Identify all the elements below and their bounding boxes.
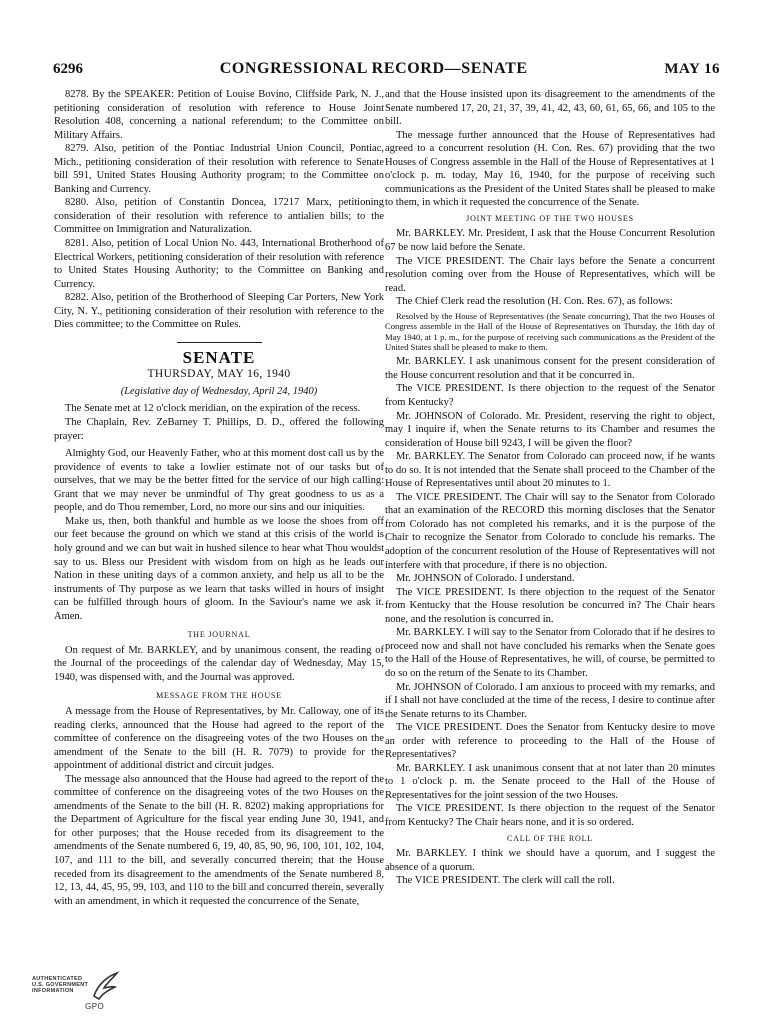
message-paragraph-2: The message also announced that the House had agreed to the report of the committee of conference on the disagreeing votes of the two Houses on the amendments of the Senate to the bill (H. R. 8202) making appropriations for the Department of Agriculture for the fiscal year ending June 30, 1941, and for other purposes; that the House receded from its disagreement to the amendments of the Senate numbered 6, 19, 40, 85, 90, 96, 100, 101, 102, 104, 107, and 111 to the bill, and severally concurred therein; that the House receded from its disagreement to the amendments of the Senate numbered 8, 12, 13, 44, 45, 95, 99, 103, and 110 to the bill and concurred therein, severally with an amendment, in which it requested the concurrence of the Senate, bbox=[54, 773, 384, 907]
johnson-remark-3: Mr. JOHNSON of Colorado. I am anxious to proceed with my remarks, and if I shall not have concluded at the time of the recess, I desire to continue after the Senate returns to its Chamber. bbox=[385, 681, 715, 720]
vice-president-remark-6: The VICE PRESIDENT. Is there objection to the request of the Senator from Kentucky? The Chair hears none, and it is so ordered. bbox=[385, 803, 715, 828]
seal-line-2: U.S. GOVERNMENT bbox=[32, 982, 89, 989]
vice-president-remark-2: The VICE PRESIDENT. Is there objection to the request of the Senator from Kentucky? bbox=[385, 383, 715, 409]
right-column bbox=[385, 88, 715, 888]
vice-president-remark-7: The VICE PRESIDENT. The clerk will call the roll. bbox=[396, 875, 615, 887]
barkley-remark-3: Mr. BARKLEY. The Senator from Colorado can proceed now, if he wants to do so. It is not intended that the Senate shall proceed to the Chamber of the House of Representatives until about 20 minutes to 1. bbox=[385, 451, 715, 490]
petition-8278: 8278. By the SPEAKER: Petition of Louise Bovino, Cliffside Park, N. J., petitioning consideration of resolution with reference to House Joint Resolution 408, concerning a national referendum; to the Committee on Military Affairs. bbox=[54, 89, 384, 141]
eagle-icon bbox=[90, 970, 120, 1002]
barkley-remark-1: Mr. BARKLEY. Mr. President, I ask that the House Concurrent Resolution 67 be now laid before the Senate. bbox=[385, 228, 715, 254]
section-divider bbox=[177, 342, 262, 343]
joint-meeting-heading: JOINT MEETING OF THE TWO HOUSES bbox=[466, 213, 634, 223]
message-paragraph-1: A message from the House of Representatives, by Mr. Calloway, one of its reading clerks, announced that the House had agreed to the report of the committee of conference on the disagreeing votes of the two Houses on the amendment of the Senate to the bill (H. R. 7079) to provide for the appointment of additional district and circuit judges. bbox=[54, 705, 384, 772]
dateline: THURSDAY, MAY 16, 1940 bbox=[147, 368, 291, 381]
johnson-remark-2: Mr. JOHNSON of Colorado. I understand. bbox=[396, 573, 575, 585]
vice-president-remark-5: The VICE PRESIDENT. Does the Senator from Kentucky desire to move an order with reference to proceeding to the Hall of the House of Representatives? bbox=[385, 722, 715, 761]
seal-line-3: INFORMATION bbox=[32, 988, 74, 995]
seal-text bbox=[32, 976, 88, 995]
continued-paragraph: and that the House insisted upon its disagreement to the amendments of the Senate numbered 17, 20, 21, 37, 39, 41, 42, 43, 60, 61, 65, 66, and 105 to the bill. bbox=[385, 89, 715, 128]
meeting-paragraph: The Senate met at 12 o'clock meridian, on the expiration of the recess. bbox=[65, 403, 361, 415]
journal-paragraph: On request of Mr. BARKLEY, and by unanimous consent, the reading of the Journal of the proceedings of the calendar day of Wednesday, May 15, 1940, was dispensed with, and the Journal was approved. bbox=[54, 644, 384, 683]
petition-8281: 8281. Also, petition of Local Union No. 443, International Brotherhood of Electrical Workers, petitioning consideration of their resolution with reference to United States Housing Authority; to the Committee on Banking and Currency. bbox=[54, 238, 384, 290]
page-number: 6296 bbox=[53, 61, 83, 77]
petition-8279: 8279. Also, petition of the Pontiac Industrial Union Council, Pontiac, Mich., petitioning consideration of their resolution with reference to Senate bill 591, United States Housing Authority program; to the Committee on Banking and Currency. bbox=[54, 143, 384, 195]
page-date: MAY 16 bbox=[664, 61, 720, 77]
barkley-remark-5: Mr. BARKLEY. I ask unanimous consent that at not later than 20 minutes to 1 o'clock p. m. the Senate proceed to the Hall of the House of Representatives for the joint session of the two Houses. bbox=[385, 762, 715, 801]
prayer-paragraph-2: Make us, then, both thankful and humble as we loose the shoes from off our feet because the ground on which we stand at this crisis of the world is holy ground and we can but wait in hushed silence to hear what Thou wouldst say to us. Bless our President with wisdom from on high as he leads our Nation in these uniting days of a common anxiety, and help us all to be the instruments of Thy purpose as we learn that tasks willed in hours of insight can be fulfilled through hours of gloom. In the Saviour's name we ask it. Amen. bbox=[54, 515, 384, 622]
chaplain-paragraph: The Chaplain, Rev. ZeBarney T. Phillips, D. D., offered the following prayer: bbox=[54, 417, 384, 442]
barkley-remark-6: Mr. BARKLEY. I think we should have a quorum, and I suggest the absence of a quorum. bbox=[385, 848, 715, 873]
prayer-paragraph-1: Almighty God, our Heavenly Father, who at this moment dost call us by the providence of events to take a lowlier estimate not of our tasks but of ourselves, that we may be the better fitted for the service of our high calling: Grant that we may never be unmindful of Thy great goodness to us as a people, and do Thou remember, Lord, no more our sins and our iniquities. bbox=[54, 448, 384, 514]
gpo-authentication-seal bbox=[30, 970, 120, 1012]
roll-call-heading: CALL OF THE ROLL bbox=[507, 833, 593, 843]
senate-heading: SENATE bbox=[182, 347, 256, 367]
barkley-remark-2: Mr. BARKLEY. I ask unanimous consent for the present consideration of the House concurrent resolution and that it be concurred in. bbox=[385, 356, 715, 381]
vice-president-remark-3: The VICE PRESIDENT. The Chair will say to the Senator from Colorado that an examination of the RECORD this morning discloses that the Senator from Colorado has not completed his remarks, and it is the purpose of the Chair to recognize the Senator from Colorado to conclude his remarks. The adoption of the concurrent resolution of the House of Representatives will not interfere with that procedure, if there is no objection. bbox=[385, 491, 715, 571]
page-title: CONGRESSIONAL RECORD—SENATE bbox=[219, 60, 528, 77]
vice-president-remark-4: The VICE PRESIDENT. Is there objection to the request of the Senator from Kentucky that the House resolution be concurred in? The Chair hears none, and the resolution is concurred in. bbox=[385, 586, 715, 625]
journal-heading: THE JOURNAL bbox=[187, 630, 251, 640]
resolution-text: Resolved by the House of Representatives (the Senate concurring), That the two Houses of Congress assemble in the Hall of the House of Representatives on Thursday, the 16th day of May 1940, at 1 p. m., for the purpose of receiving such communications as the President of the United States shall be pleased to make to them. bbox=[385, 310, 715, 352]
clerk-remark: The Chief Clerk read the resolution (H. Con. Res. 67), as follows: bbox=[396, 296, 673, 308]
seal-line-1: AUTHENTICATED bbox=[32, 976, 83, 982]
petition-8280: 8280. Also, petition of Constantin Doncea, 17217 Marx, petitioning consideration of their resolution with reference to antialien bills; to the Committee on Immigration and Naturalization. bbox=[54, 197, 384, 236]
page-header bbox=[53, 60, 720, 82]
petition-8282: 8282. Also, petition of the Brotherhood of Sleeping Car Porters, New York City, N. Y., petitioning consideration of their resolution with reference to the Dies committee; to the Committee on Rules. bbox=[54, 292, 384, 331]
message-heading: MESSAGE FROM THE HOUSE bbox=[156, 691, 282, 701]
johnson-remark-1: Mr. JOHNSON of Colorado. Mr. President, reserving the right to object, may I inquire if, when the Senate returns to its Chamber and resumes the consideration of House bill 9243, I will be given the floor? bbox=[385, 410, 715, 449]
legislative-day: (Legislative day of Wednesday, April 24, 1940) bbox=[120, 385, 318, 397]
message-paragraph-3: The message further announced that the House of Representatives had agreed to a concurrent resolution (H. Con. Res. 67) providing that the two Houses of Congress assemble in the Hall of the House of Representatives at 1 o'clock p. m. today, May 16, 1940, for the purpose of receiving such communications as the President of the United States shall be pleased to make to them, in which it requested the concurrence of the Senate. bbox=[385, 129, 715, 209]
left-column bbox=[54, 88, 384, 908]
barkley-remark-4: Mr. BARKLEY. I will say to the Senator from Colorado that if he desires to proceed now and shall not have concluded his remarks when the Senate goes to the Hall of the House of Representatives, he will, of course, be permitted to do so on the return of the Senate to its Chamber. bbox=[385, 627, 715, 679]
vice-president-remark-1: The VICE PRESIDENT. The Chair lays before the Senate a concurrent resolution coming over from the House of Representatives, which will be read. bbox=[385, 255, 715, 294]
seal-gpo-label: GPO bbox=[85, 1002, 105, 1011]
